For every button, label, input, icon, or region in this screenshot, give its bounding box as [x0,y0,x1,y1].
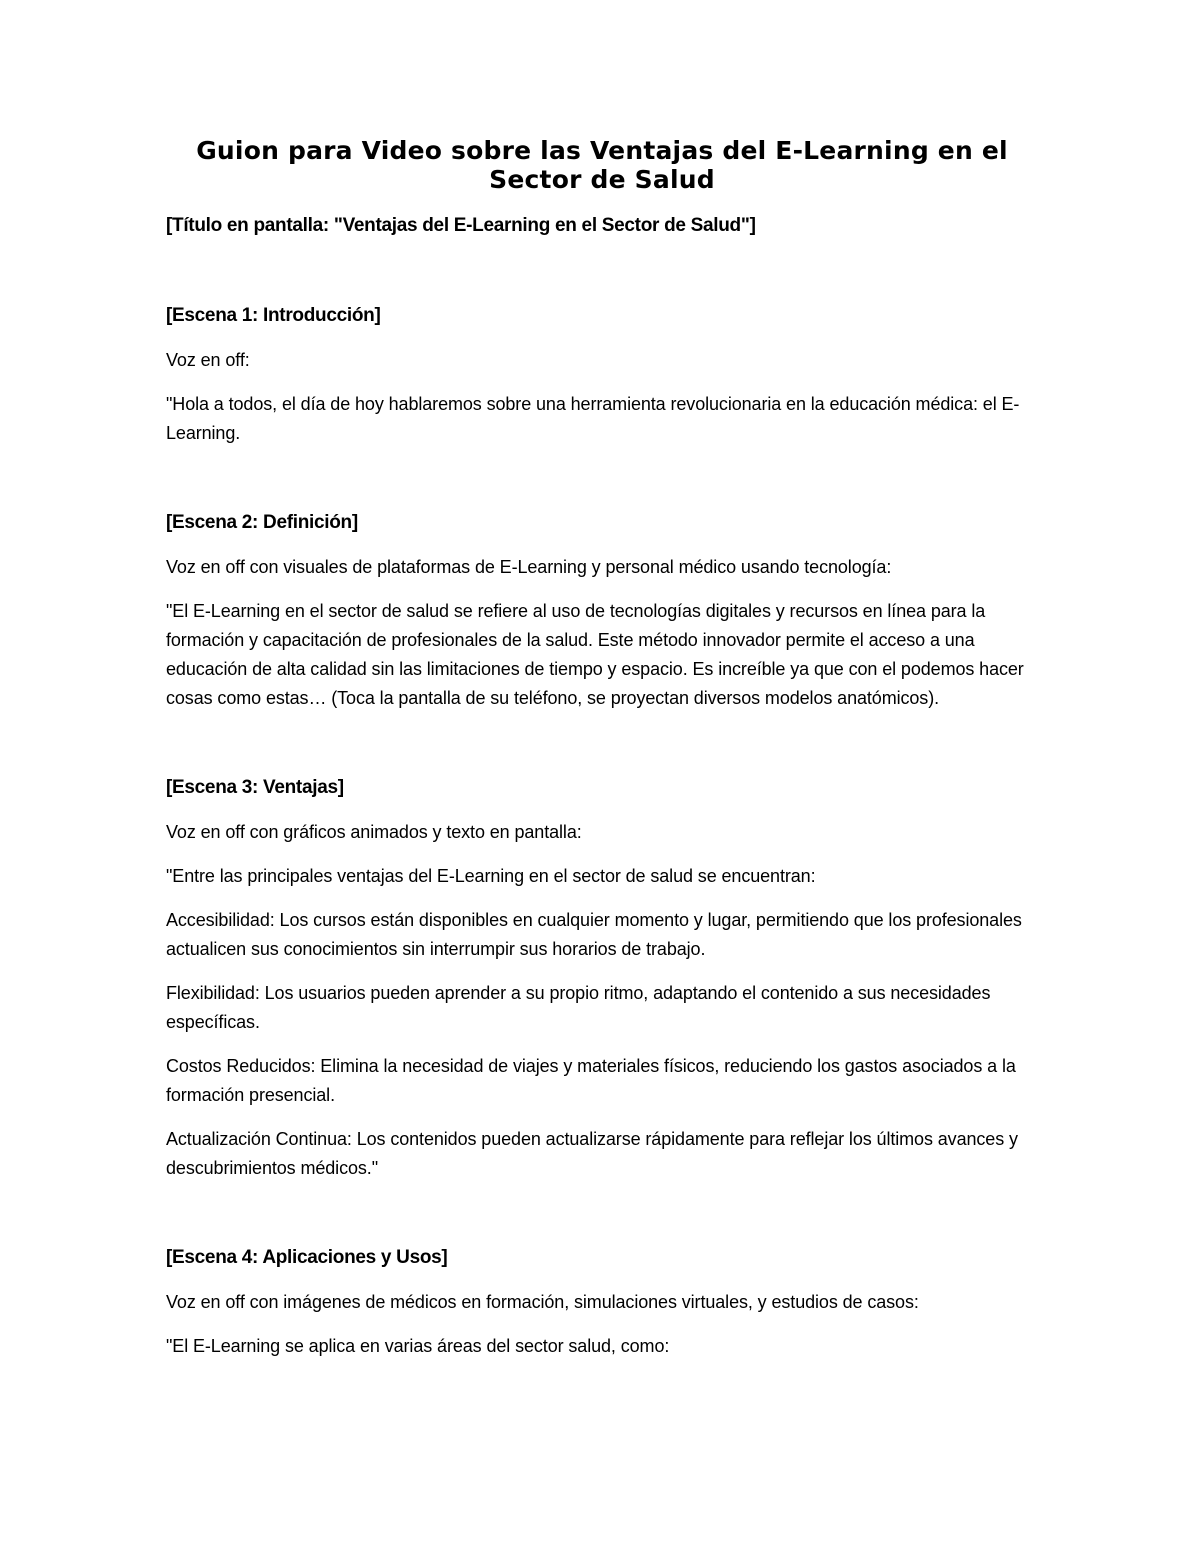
scene-4 [166,1244,1038,1361]
scene-heading: [Escena 4: Aplicaciones y Usos] [166,1247,448,1268]
paragraph: "El E-Learning se aplica en varias áreas del sector salud, como: [166,1336,670,1356]
paragraph-accesibilidad: Accesibilidad: Los cursos están disponibles en cualquier momento y lugar, permitiendo que los profesionales actualicen sus conocimientos sin interrumpir sus horarios de trabajo. [166,910,1022,959]
paragraph-costos-reducidos: Costos Reducidos: Elimina la necesidad de viajes y materiales físicos, reduciendo los gastos asociados a la formación presencial. [166,1056,1016,1105]
scene-heading: [Escena 1: Introducción] [166,305,381,326]
document-body [166,136,1038,1361]
paragraph: "El E-Learning en el sector de salud se refiere al uso de tecnologías digitales y recursos en línea para la formación y capacitación de profesionales de la salud. Este método innovador permite el acceso a una educación de alta calidad sin las limitaciones de tiempo y espacio. Es increíble ya que con el podemos hacer cosas como estas… (Toca la pantalla de su teléfono, se proyectan diversos modelos anatómicos). [166,601,1024,708]
paragraph-actualizacion-continua: Actualización Continua: Los contenidos pueden actualizarse rápidamente para reflejar los últimos avances y descubrimientos médicos." [166,1129,1018,1178]
paragraph-flexibilidad: Flexibilidad: Los usuarios pueden aprender a su propio ritmo, adaptando el contenido a sus necesidades específicas. [166,983,991,1032]
scene-heading: [Escena 3: Ventajas] [166,777,344,798]
paragraph: "Hola a todos, el día de hoy hablaremos sobre una herramienta revolucionaria en la educación médica: el E-Learning. [166,394,1020,443]
scene-heading: [Escena 2: Definición] [166,512,358,533]
scene-1 [166,302,1038,448]
paragraph: Voz en off con gráficos animados y texto en pantalla: [166,822,582,842]
paragraph: Voz en off con visuales de plataformas de E-Learning y personal médico usando tecnología: [166,557,892,577]
paragraph: "Entre las principales ventajas del E-Learning en el sector de salud se encuentran: [166,866,816,886]
document-title: Guion para Video sobre las Ventajas del E-Learning en el Sector de Salud [196,136,1008,194]
screen-title-line: [Título en pantalla: "Ventajas del E-Learning en el Sector de Salud"] [166,215,756,236]
scene-2 [166,509,1038,713]
paragraph: Voz en off: [166,350,250,370]
scene-3 [166,774,1038,1183]
paragraph: Voz en off con imágenes de médicos en formación, simulaciones virtuales, y estudios de casos: [166,1292,919,1312]
